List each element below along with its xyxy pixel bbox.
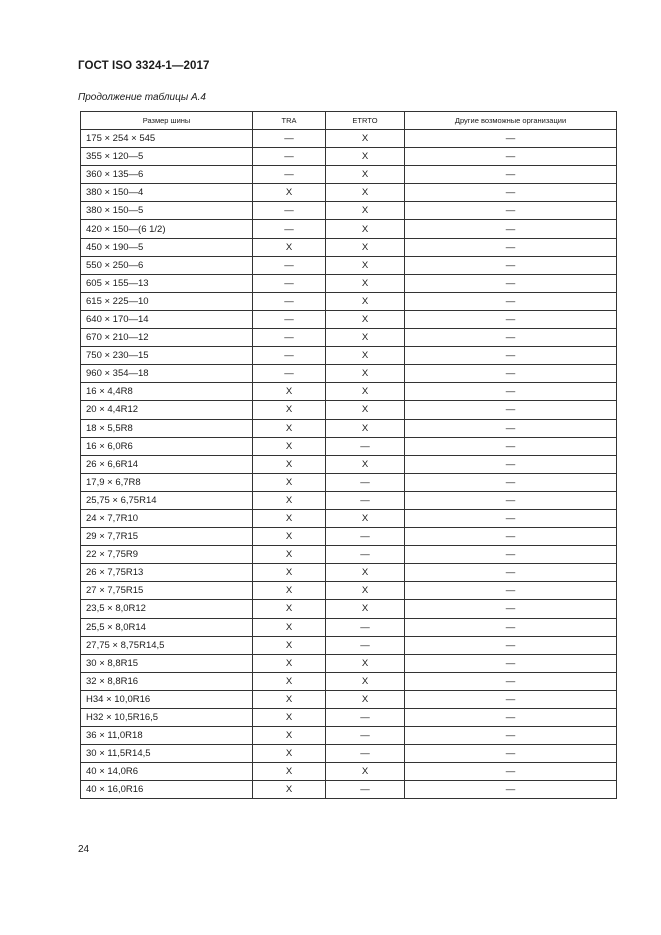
tire-size-cell: 605 × 155—13: [81, 274, 253, 292]
tire-size-cell: 25,5 × 8,0R14: [81, 618, 253, 636]
tra-cell: X: [253, 564, 326, 582]
other-organizations-cell: —: [405, 329, 617, 347]
tire-size-cell: 615 × 225—10: [81, 292, 253, 310]
table-row: [81, 310, 617, 328]
table-row: [81, 274, 617, 292]
table-row: [81, 365, 617, 383]
tra-cell: X: [253, 781, 326, 799]
other-organizations-cell: —: [405, 310, 617, 328]
table-row: [81, 292, 617, 310]
tire-size-cell: 30 × 11,5R14,5: [81, 745, 253, 763]
tire-size-cell: 30 × 8,8R15: [81, 654, 253, 672]
etrto-cell: X: [326, 401, 405, 419]
tire-size-cell: 23,5 × 8,0R12: [81, 600, 253, 618]
table-row: [81, 184, 617, 202]
column-header-tire-size: Размер шины: [81, 112, 253, 130]
table-body: [81, 130, 617, 799]
other-organizations-cell: —: [405, 130, 617, 148]
table-row: [81, 419, 617, 437]
other-organizations-cell: —: [405, 781, 617, 799]
tra-cell: X: [253, 473, 326, 491]
tire-size-cell: H34 × 10,0R16: [81, 690, 253, 708]
other-organizations-cell: —: [405, 238, 617, 256]
table-row: [81, 347, 617, 365]
tra-cell: —: [253, 274, 326, 292]
tra-cell: —: [253, 166, 326, 184]
tra-cell: X: [253, 401, 326, 419]
tra-cell: —: [253, 310, 326, 328]
table-row: [81, 528, 617, 546]
table-row: [81, 148, 617, 166]
tire-size-cell: 25,75 × 6,75R14: [81, 491, 253, 509]
other-organizations-cell: —: [405, 292, 617, 310]
etrto-cell: —: [326, 491, 405, 509]
etrto-cell: X: [326, 455, 405, 473]
tra-cell: X: [253, 238, 326, 256]
tire-size-cell: 32 × 8,8R16: [81, 672, 253, 690]
other-organizations-cell: —: [405, 763, 617, 781]
tire-size-cell: 380 × 150—4: [81, 184, 253, 202]
etrto-cell: X: [326, 365, 405, 383]
tra-cell: —: [253, 365, 326, 383]
tire-size-table: [80, 111, 617, 799]
table-row: [81, 329, 617, 347]
tra-cell: —: [253, 347, 326, 365]
tra-cell: X: [253, 455, 326, 473]
table-caption: Продолжение таблицы А.4: [78, 92, 206, 103]
other-organizations-cell: —: [405, 600, 617, 618]
tra-cell: X: [253, 690, 326, 708]
table-row: [81, 709, 617, 727]
table-row: [81, 437, 617, 455]
tra-cell: X: [253, 745, 326, 763]
etrto-cell: X: [326, 202, 405, 220]
tire-size-cell: 18 × 5,5R8: [81, 419, 253, 437]
other-organizations-cell: —: [405, 148, 617, 166]
table-row: [81, 781, 617, 799]
tra-cell: X: [253, 727, 326, 745]
table-row: [81, 672, 617, 690]
etrto-cell: X: [326, 130, 405, 148]
etrto-cell: —: [326, 473, 405, 491]
tire-size-cell: 27,75 × 8,75R14,5: [81, 636, 253, 654]
other-organizations-cell: —: [405, 166, 617, 184]
tire-size-cell: 26 × 6,6R14: [81, 455, 253, 473]
etrto-cell: —: [326, 546, 405, 564]
etrto-cell: X: [326, 672, 405, 690]
tra-cell: X: [253, 437, 326, 455]
other-organizations-cell: —: [405, 528, 617, 546]
other-organizations-cell: —: [405, 582, 617, 600]
other-organizations-cell: —: [405, 274, 617, 292]
other-organizations-cell: —: [405, 636, 617, 654]
tra-cell: —: [253, 202, 326, 220]
table-row: [81, 564, 617, 582]
other-organizations-cell: —: [405, 672, 617, 690]
tire-size-cell: H32 × 10,5R16,5: [81, 709, 253, 727]
other-organizations-cell: —: [405, 546, 617, 564]
tra-cell: X: [253, 672, 326, 690]
other-organizations-cell: —: [405, 727, 617, 745]
tire-size-cell: 17,9 × 6,7R8: [81, 473, 253, 491]
etrto-cell: X: [326, 184, 405, 202]
etrto-cell: X: [326, 166, 405, 184]
table-row: [81, 383, 617, 401]
other-organizations-cell: —: [405, 347, 617, 365]
column-header-other-organizations: Другие возможные организации: [405, 112, 617, 130]
tire-size-cell: 670 × 210—12: [81, 329, 253, 347]
tra-cell: —: [253, 220, 326, 238]
other-organizations-cell: —: [405, 220, 617, 238]
table-row: [81, 166, 617, 184]
etrto-cell: X: [326, 582, 405, 600]
etrto-cell: X: [326, 419, 405, 437]
tire-size-cell: 27 × 7,75R15: [81, 582, 253, 600]
etrto-cell: X: [326, 654, 405, 672]
other-organizations-cell: —: [405, 184, 617, 202]
tire-size-cell: 750 × 230—15: [81, 347, 253, 365]
table-row: [81, 600, 617, 618]
tra-cell: —: [253, 148, 326, 166]
table-header-row: [81, 112, 617, 130]
other-organizations-cell: —: [405, 383, 617, 401]
etrto-cell: X: [326, 292, 405, 310]
etrto-cell: X: [326, 274, 405, 292]
other-organizations-cell: —: [405, 437, 617, 455]
other-organizations-cell: —: [405, 564, 617, 582]
table-row: [81, 256, 617, 274]
etrto-cell: X: [326, 256, 405, 274]
tra-cell: —: [253, 329, 326, 347]
etrto-cell: X: [326, 329, 405, 347]
tire-size-cell: 22 × 7,75R9: [81, 546, 253, 564]
tra-cell: X: [253, 618, 326, 636]
table-row: [81, 455, 617, 473]
table-row: [81, 546, 617, 564]
table-row: [81, 509, 617, 527]
tire-size-cell: 380 × 150—5: [81, 202, 253, 220]
tire-size-cell: 960 × 354—18: [81, 365, 253, 383]
tra-cell: X: [253, 763, 326, 781]
table-row: [81, 636, 617, 654]
tire-size-cell: 20 × 4,4R12: [81, 401, 253, 419]
column-header-tra: TRA: [253, 112, 326, 130]
table-row: [81, 582, 617, 600]
tire-size-cell: 550 × 250—6: [81, 256, 253, 274]
table-row: [81, 238, 617, 256]
etrto-cell: X: [326, 347, 405, 365]
etrto-cell: X: [326, 564, 405, 582]
tire-size-cell: 40 × 14,0R6: [81, 763, 253, 781]
other-organizations-cell: —: [405, 401, 617, 419]
tire-size-cell: 40 × 16,0R16: [81, 781, 253, 799]
document-code: ГОСТ ISO 3324-1—2017: [78, 60, 210, 72]
tra-cell: X: [253, 709, 326, 727]
table-row: [81, 202, 617, 220]
tra-cell: X: [253, 491, 326, 509]
tire-size-cell: 175 × 254 × 545: [81, 130, 253, 148]
table-row: [81, 130, 617, 148]
etrto-cell: —: [326, 709, 405, 727]
table-row: [81, 690, 617, 708]
table-row: [81, 618, 617, 636]
tra-cell: —: [253, 256, 326, 274]
other-organizations-cell: —: [405, 745, 617, 763]
etrto-cell: X: [326, 383, 405, 401]
tra-cell: X: [253, 582, 326, 600]
tire-size-cell: 640 × 170—14: [81, 310, 253, 328]
tire-size-cell: 355 × 120—5: [81, 148, 253, 166]
tire-size-cell: 450 × 190—5: [81, 238, 253, 256]
etrto-cell: X: [326, 600, 405, 618]
tra-cell: X: [253, 600, 326, 618]
other-organizations-cell: —: [405, 455, 617, 473]
other-organizations-cell: —: [405, 690, 617, 708]
etrto-cell: —: [326, 636, 405, 654]
other-organizations-cell: —: [405, 654, 617, 672]
other-organizations-cell: —: [405, 491, 617, 509]
other-organizations-cell: —: [405, 419, 617, 437]
etrto-cell: X: [326, 238, 405, 256]
other-organizations-cell: —: [405, 473, 617, 491]
other-organizations-cell: —: [405, 709, 617, 727]
other-organizations-cell: —: [405, 618, 617, 636]
other-organizations-cell: —: [405, 509, 617, 527]
etrto-cell: —: [326, 618, 405, 636]
tra-cell: X: [253, 383, 326, 401]
table-row: [81, 220, 617, 238]
table-row: [81, 401, 617, 419]
tire-size-cell: 36 × 11,0R18: [81, 727, 253, 745]
tire-size-cell: 360 × 135—6: [81, 166, 253, 184]
etrto-cell: —: [326, 781, 405, 799]
tra-cell: X: [253, 636, 326, 654]
page-number: 24: [78, 844, 90, 855]
etrto-cell: X: [326, 763, 405, 781]
tire-size-cell: 26 × 7,75R13: [81, 564, 253, 582]
etrto-cell: —: [326, 745, 405, 763]
table-row: [81, 727, 617, 745]
etrto-cell: —: [326, 727, 405, 745]
table-row: [81, 491, 617, 509]
table-row: [81, 654, 617, 672]
tire-size-cell: 16 × 4,4R8: [81, 383, 253, 401]
tra-cell: —: [253, 292, 326, 310]
tra-cell: X: [253, 509, 326, 527]
tire-size-cell: 29 × 7,7R15: [81, 528, 253, 546]
etrto-cell: X: [326, 148, 405, 166]
etrto-cell: X: [326, 509, 405, 527]
table-row: [81, 745, 617, 763]
table-row: [81, 473, 617, 491]
tra-cell: X: [253, 654, 326, 672]
etrto-cell: X: [326, 690, 405, 708]
etrto-cell: —: [326, 528, 405, 546]
tra-cell: X: [253, 184, 326, 202]
table-row: [81, 763, 617, 781]
tra-cell: —: [253, 130, 326, 148]
tire-size-cell: 24 × 7,7R10: [81, 509, 253, 527]
etrto-cell: —: [326, 437, 405, 455]
tire-size-cell: 16 × 6,0R6: [81, 437, 253, 455]
etrto-cell: X: [326, 220, 405, 238]
other-organizations-cell: —: [405, 256, 617, 274]
etrto-cell: X: [326, 310, 405, 328]
column-header-etrto: ETRTO: [326, 112, 405, 130]
other-organizations-cell: —: [405, 365, 617, 383]
tire-size-cell: 420 × 150—(6 1/2): [81, 220, 253, 238]
tra-cell: X: [253, 419, 326, 437]
tra-cell: X: [253, 528, 326, 546]
tra-cell: X: [253, 546, 326, 564]
other-organizations-cell: —: [405, 202, 617, 220]
